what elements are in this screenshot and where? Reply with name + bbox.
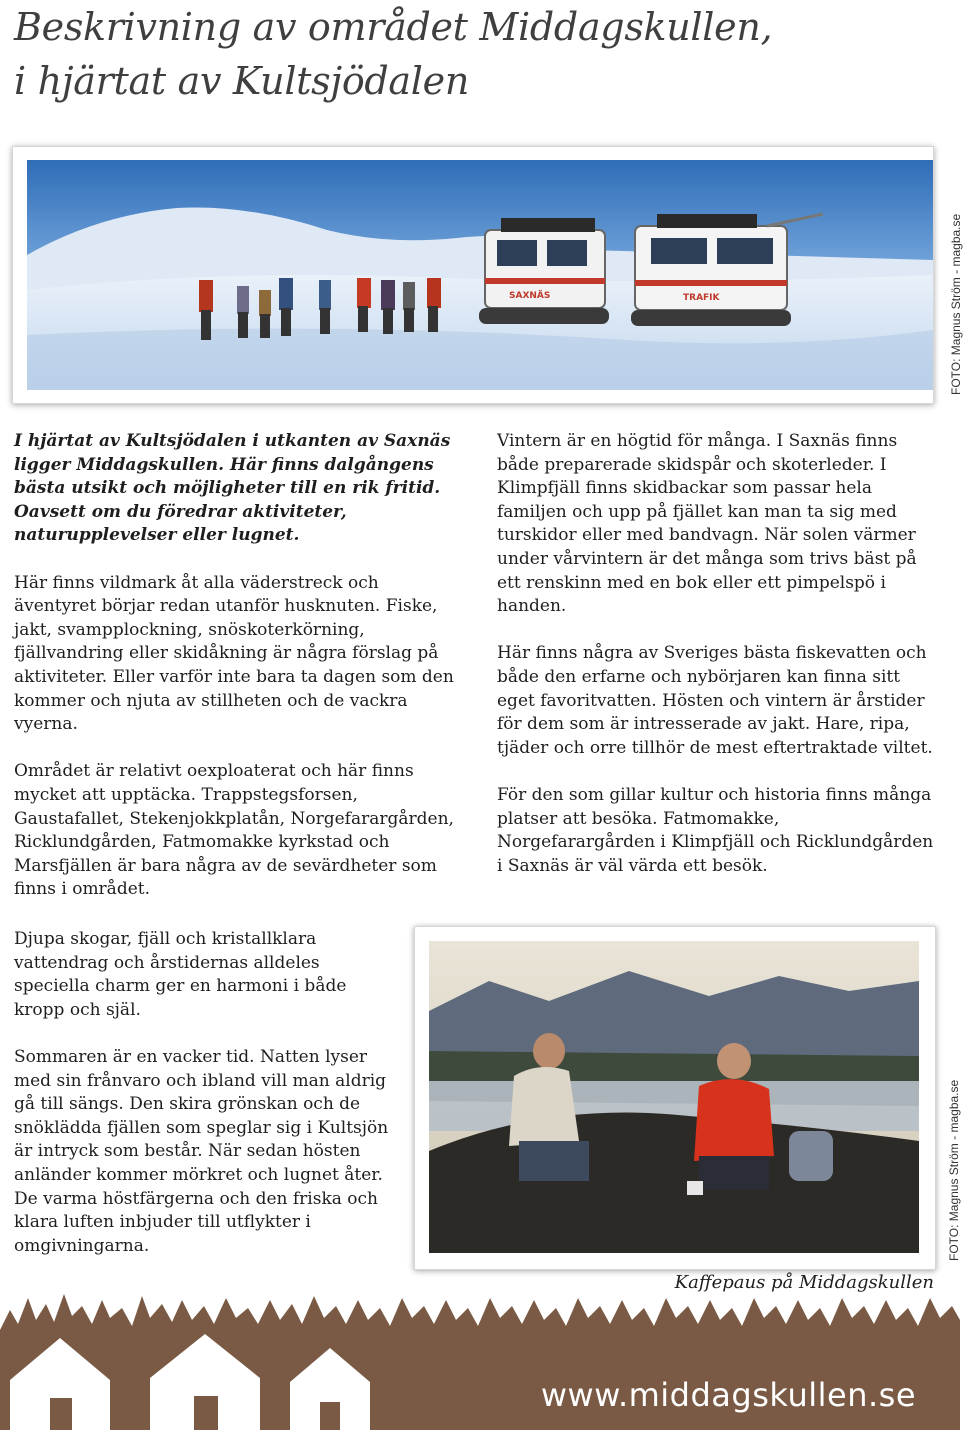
left-paragraph-2: Området är relativt oexploaterat och här finns mycket att upptäcka. Trappstegsforsen, Gaustafallet, Stekenjokkplatån, Norgefarargården, Ricklundgården, Fatmomakke kyrkstad och Marsfjällen är bara några av de sevärdheter som finns i området. — [14, 761, 454, 900]
title-line-2: i hjärtat av Kultsjödalen — [14, 59, 469, 103]
bottom-paragraph-2: Sommaren är en vacker tid. Natten lyser med sin frånvaro och ibland vill man aldrig gå till sängs. Den skira grönskan och de snöklädda fjällen som speglar sig i Kultsjön är intryck som består. När sedan hösten anländer kommer mörkret och lugnet åter. De varma höstfärgerna och den friska och klara luften inbjuder till utflykter i omgivningarna. — [14, 1046, 389, 1256]
left-paragraph-1: Här finns vildmark åt alla väderstreck och äventyret börjar redan utanför husknuten. Fiske, jakt, svampplockning, snöskoterkörning, fjällvandring eller skidåkning är några förslag på aktiviteter. Eller varför inte bara ta dagen som den kommer och njuta av stillheten och de vackra vyerna. — [14, 572, 454, 735]
winter-photo — [12, 146, 963, 404]
bottom-paragraph-1: Djupa skogar, fjäll och kristallklara vattendrag och årstidernas alldeles speciella charm ger en harmoni i både kropp och själ. — [14, 929, 347, 1020]
right-paragraph-3: För den som gillar kultur och historia finns många platser att besöka. Fatmomakke, Norgefarargården i Klimpfjäll och Ricklundgården i Saxnäs är väl värda ett besök. — [497, 784, 934, 876]
photo-credit-1: FOTO: Magnus Ström - magba.se — [949, 213, 963, 395]
title-line-1: Beskrivning av området Middagskullen, — [14, 5, 773, 49]
coffee-break-photo — [414, 926, 961, 1270]
bandvagn-sign-1: SAXNÄS — [509, 291, 551, 301]
right-column — [497, 430, 937, 902]
coffee-break-photo-image — [429, 941, 919, 1253]
page-title — [14, 0, 914, 108]
winter-photo-image — [27, 160, 933, 390]
left-column — [14, 430, 464, 925]
photo-caption: Kaffepaus på Middagskullen — [674, 1272, 934, 1293]
right-paragraph-2: Här finns några av Sveriges bästa fiskevatten och både den erfarne och nybörjaren kan finna sitt eget favoritvatten. Hösten och vintern är årstider för dem som är intresserade av jakt. Hare, ripa, tjäder och orre tillhör de mest eftertraktade viltet. — [497, 643, 933, 758]
bottom-column — [14, 928, 392, 1282]
bandvagn-left — [479, 218, 609, 324]
right-paragraph-1: Vintern är en högtid för många. I Saxnäs finns både preparerade skidspår och skoterleder. I Klimpfjäll finns skidbackar som passar hela familjen och upp på fjället kan man ta sig med turskidor eller med bandvagn. När solen värmer under vårvintern är det många som trivs bäst på ett renskinn med en bok eller ett pimpelspö i handen. — [497, 431, 917, 617]
photo-credit-2: FOTO: Magnus Ström - magba.se — [947, 1079, 961, 1261]
bandvagn-sign-2: TRAFIK — [683, 293, 720, 303]
website-link[interactable]: www.middagskullen.se — [540, 1376, 916, 1414]
lead-paragraph: I hjärtat av Kultsjödalen i utkanten av Saxnäs ligger Middagskullen. Här finns dalgångens bästa utsikt och möjligheter till en rik fritid. Oavsett om du föredrar aktiviteter, naturupplevelser eller lugnet. — [14, 431, 451, 546]
